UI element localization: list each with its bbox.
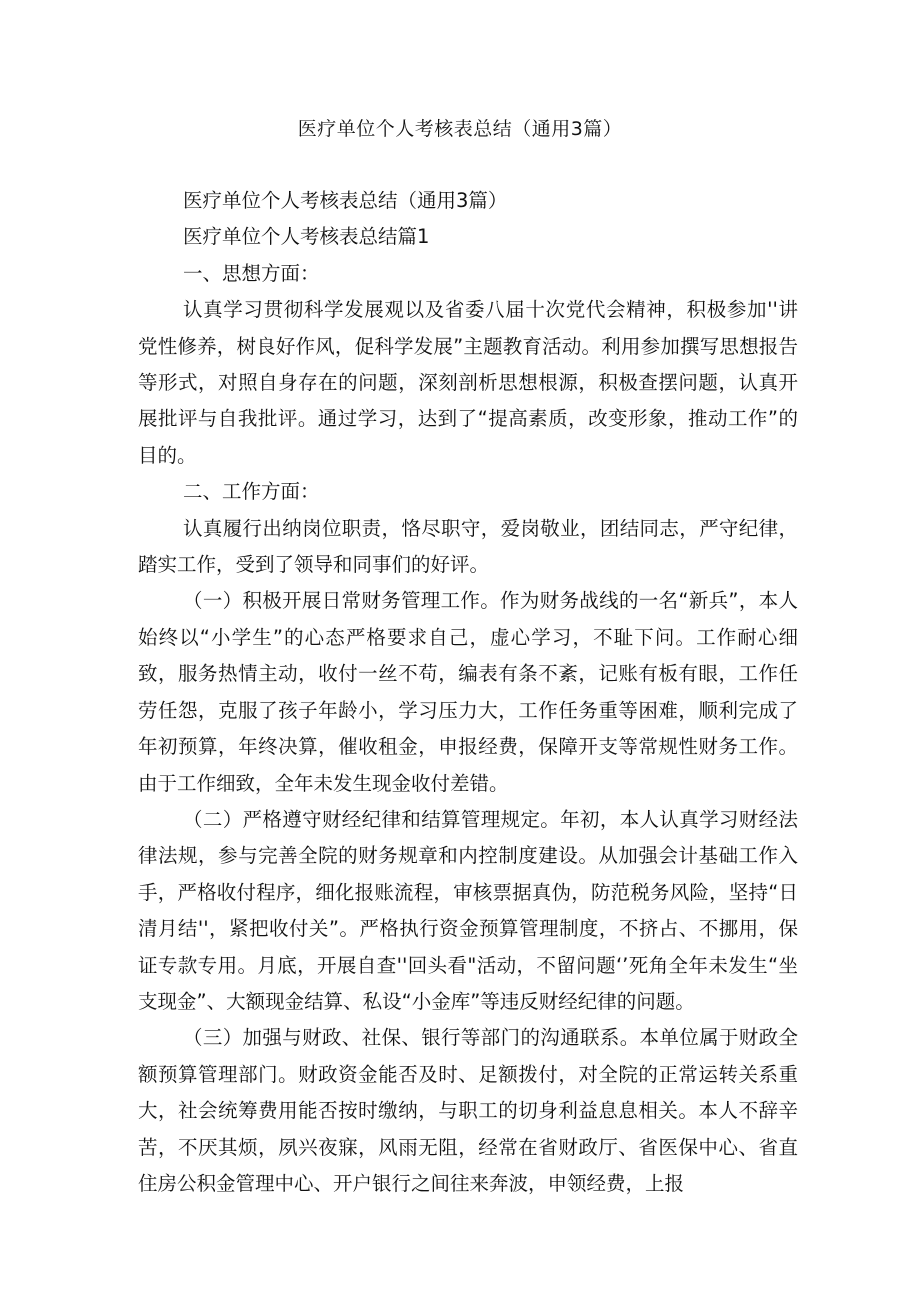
body-heading: 医疗单位个人考核表总结（通用3篇） [183, 189, 508, 212]
paragraph-work-item-3: （三）加强与财政、社保、银行等部门的沟通联系。本单位属于财政全额预算管理部门。财政资金能否及时、足额拨付，对全院的正常运转关系重大，社会统筹费用能否按时缴纳，与职工的切身利益息息相关。本人不辞辛苦，不厌其烦，夙兴夜寐，风雨无阻，经常在省财政厅、省医保中心、省直住房公积金管理中心、开户银行之间往来奔波，申领经费，上报 [138, 1026, 798, 1195]
paragraph-thought: 认真学习贯彻科学发展观以及省委八届十次党代会精神，积极参加''讲党性修养，树良好作风，促科学发展”主题教育活动。利用参加撰写思想报告等形式，对照自身存在的问题，深刻剖析思想根源，积极查摆问题，认真开展批评与自我批评。通过学习，达到了“提高素质，改变形象，推动工作”的目的。 [138, 298, 798, 467]
subsection-heading-work: 二、工作方面： [183, 480, 320, 504]
paragraph-work-item-1: （一）积极开展日常财务管理工作。作为财务战线的一名“新兵”，本人始终以“小学生”的心态严格要求自己，虚心学习，不耻下问。工作耐心细致，服务热情主动，收付一丝不苟，编表有条不紊，记账有板有眼，工作任劳任怨，克服了孩子年龄小，学习压力大，工作任务重等困难，顺利完成了年初预算，年终决算，催收租金，申报经费，保障开支等常规性财务工作。由于工作细致，全年未发生现金收付差错。 [138, 589, 798, 795]
subsection-heading-thought: 一、思想方面： [183, 261, 320, 285]
section-heading: 医疗单位个人考核表总结篇1 [183, 225, 430, 249]
document-body [138, 183, 798, 1202]
document-title: 医疗单位个人考核表总结（通用3篇） [297, 118, 623, 140]
paragraph-work-intro: 认真履行出纳岗位职责，恪尽职守，爱岗敬业，团结同志，严守纪律，踏实工作，受到了领导和同事们的好评。 [138, 516, 798, 577]
paragraph-work-item-2: （二）严格遵守财经纪律和结算管理规定。年初，本人认真学习财经法律法规，参与完善全院的财务规章和内控制度建设。从加强会计基础工作入手，严格收付程序，细化报账流程，审核票据真伪，防范税务风险，坚持“日清月结''，紧把收付关”。严格执行资金预算管理制度，不挤占、不挪用，保证专款专用。月底，开展自查''回头看"活动，不留问题‘’死角全年未发生“坐支现金”、大额现金结算、私设“小金库”等违反财经纪律的问题。 [138, 807, 798, 1013]
